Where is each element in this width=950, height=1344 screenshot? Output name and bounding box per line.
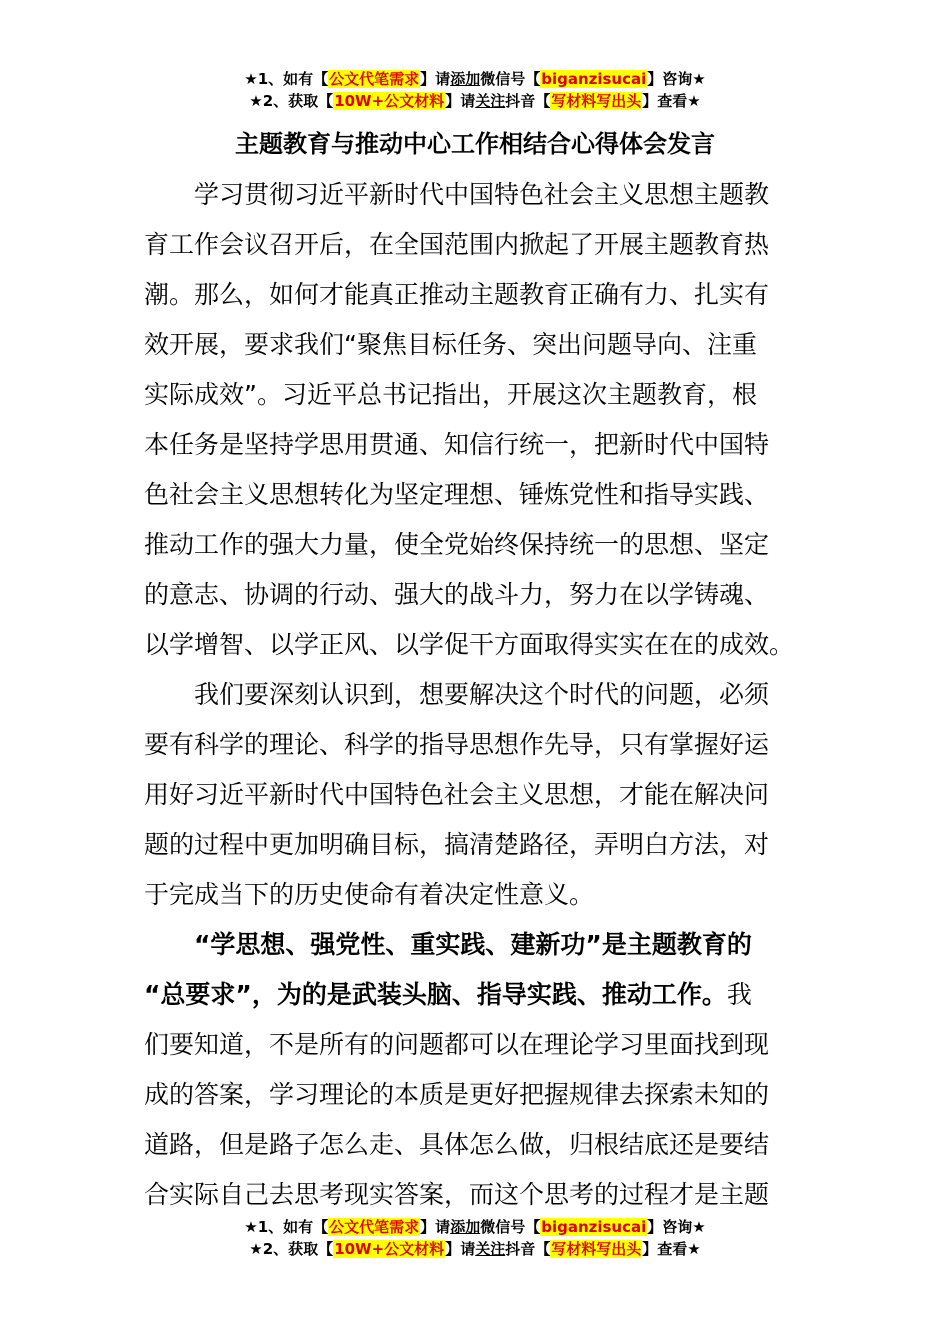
promo-highlight-wechat-id: biganzisucai [541,1218,647,1236]
paragraph-line: 效开展，要求我们“聚焦目标任务、突出问题导向、注重 [144,330,757,359]
promo-text: 】请 [420,1218,451,1236]
paragraph-line: 我们要深刻认识到，想要解决这个时代的问题，必须 [194,680,770,709]
paragraph-line: 们要知道，不是所有的问题都可以在理论学习里面找到现 [144,1030,770,1059]
normal-run: 我 [726,980,752,1009]
promo-underline: 添加 [450,1218,481,1236]
document-title: 主题教育与推动中心工作相结合心得体会发言 [235,130,715,158]
promo-line-2 [0,90,950,112]
promo-text: 抖音【 [505,1240,551,1258]
promo-banner-bottom [0,1216,950,1260]
paragraph-line: 实际成效”。习近平总书记指出，开展这次主题教育，根 [144,380,757,409]
promo-text: 微信号【 [480,1218,541,1236]
promo-highlight-douyin: 写材料写出头 [551,92,642,110]
promo-line-1 [0,1216,950,1238]
promo-text: 】查看★ [642,1240,701,1258]
promo-underline: 关注 [475,92,506,110]
star-icon: ★ [249,92,263,110]
paragraph-line: 的意志、协调的行动、强大的战斗力，努力在以学铸魂、 [144,580,770,609]
promo-text: 】请 [445,92,476,110]
paragraph-line: 成的答案，学习理论的本质是更好把握规律去探索未知的 [144,1080,770,1109]
star-icon: ★ [244,70,258,88]
paragraph-line: 于完成当下的历史使命有着决定性意义。 [144,880,595,909]
paragraph-line: 育工作会议召开后，在全国范围内掀起了开展主题教育热 [144,230,770,259]
promo-text: 】请 [445,1240,476,1258]
promo-text: 】请 [420,70,451,88]
promo-text: 】咨询★ [647,1218,706,1236]
paragraph-line: 潮。那么，如何才能真正推动主题教育正确有力、扎实有 [144,280,770,309]
paragraph-line: 题的过程中更加明确目标，搞清楚路径，弄明白方法，对 [144,830,770,859]
bold-run: “总要求”，为的是武装头脑、指导实践、推动工作。 [144,980,727,1009]
promo-highlight: 10W+公文材料 [334,92,445,110]
paragraph-line: 色社会主义思想转化为坚定理想、锤炼党性和指导实践、 [144,480,770,509]
promo-highlight: 公文代笔需求 [329,70,420,88]
promo-highlight-douyin: 写材料写出头 [551,1240,642,1258]
promo-text: 微信号【 [480,70,541,88]
promo-banner-top [0,68,950,112]
paragraph-line: 本任务是坚持学思用贯通、知信行统一，把新时代中国特 [144,430,770,459]
promo-text: 2、获取【 [262,92,334,110]
promo-highlight: 10W+公文材料 [334,1240,445,1258]
promo-text: 】查看★ [642,92,701,110]
paragraph-line: 学习贯彻习近平新时代中国特色社会主义思想主题教 [194,180,770,209]
promo-line-2 [0,1238,950,1260]
paragraph-line: 道路，但是路子怎么走、具体怎么做，归根结底还是要结 [144,1130,770,1159]
document-body [144,170,808,1220]
promo-highlight: 公文代笔需求 [329,1218,420,1236]
promo-text: 抖音【 [505,92,551,110]
paragraph-line-bold: “学思想、强党性、重实践、建新功”是主题教育的 [194,930,752,959]
paragraph-line: 合实际自己去思考现实答案，而这个思考的过程才是主题 [144,1180,770,1209]
promo-text: 1、如有【 [257,70,329,88]
paragraph-line: 推动工作的强大力量，使全党始终保持统一的思想、坚定 [144,530,770,559]
promo-underline: 关注 [475,1240,506,1258]
promo-underline: 添加 [450,70,481,88]
paragraph-line: 用好习近平新时代中国特色社会主义思想，才能在解决问 [144,780,770,809]
promo-text: 】咨询★ [647,70,706,88]
star-icon: ★ [249,1240,263,1258]
promo-highlight-wechat-id: biganzisucai [541,70,647,88]
paragraph-line: 以学增智、以学正风、以学促干方面取得实实在在的成效。 [144,630,795,659]
promo-text: 1、如有【 [257,1218,329,1236]
promo-text: 2、获取【 [262,1240,334,1258]
paragraph-line-mixed [144,970,808,1020]
paragraph-line: 要有科学的理论、科学的指导思想作先导，只有掌握好运 [144,730,770,759]
promo-line-1 [0,68,950,90]
star-icon: ★ [244,1218,258,1236]
